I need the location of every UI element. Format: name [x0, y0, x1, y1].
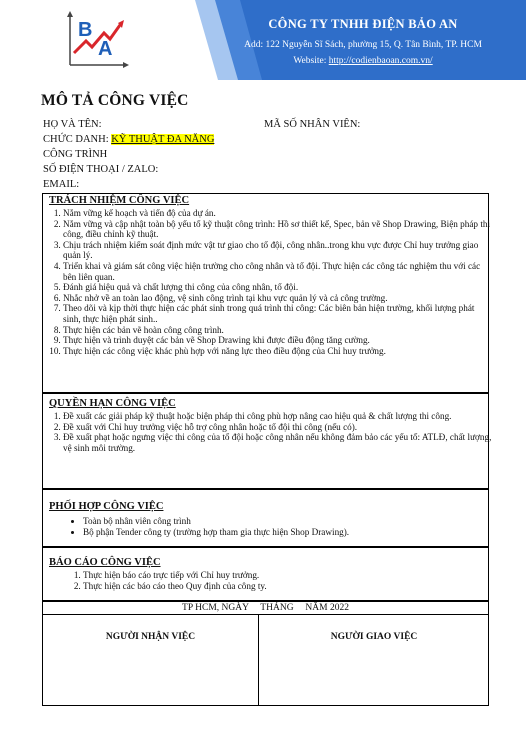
list-item: • Toàn bộ nhân viên công trình — [83, 516, 503, 527]
reporting-list — [51, 570, 503, 591]
list-item: 2. Thực hiện các báo cáo theo Quy định của công ty. — [83, 581, 503, 592]
coordination-title: PHỐI HỢP CÔNG VIỆC — [49, 501, 164, 512]
website-label: Website: — [293, 56, 329, 66]
website-link[interactable]: http://codienbaoan.com.vn/ — [328, 56, 433, 66]
list-item: 2. Nắm vững và cập nhật toàn bộ yếu tố kỹ thuật công trình: Hồ sơ thiết kế, Spec, bản vẽ Shop Drawing, Biện pháp thi công, điều chỉnh kỹ thuật. — [63, 219, 493, 240]
list-item: 8. Thực hiện các bản vẽ hoàn công công trình. — [63, 325, 493, 336]
svg-text:A: A — [98, 38, 113, 60]
list-item: 10. Thực hiện các công việc khác phù hợp với năng lực theo điều động của Chỉ huy trưởng. — [63, 346, 493, 357]
list-item: 1. Nắm vững kế hoạch và tiến độ của dự án. — [63, 208, 493, 219]
company-logo — [66, 11, 130, 69]
company-name: CÔNG TY TNHH ĐIỆN BẢO AN — [268, 17, 458, 31]
list-item: 9. Thực hiện và trình duyệt các bản vẽ Shop Drawing khi được điều động tăng cường. — [63, 335, 493, 346]
position-field — [43, 133, 214, 146]
reporting-title: BÁO CÁO CÔNG VIỆC — [49, 557, 161, 568]
company-address: Add: 122 Nguyễn Sĩ Sách, phường 15, Q. Tân Bình, TP. HCM — [244, 40, 482, 50]
reporting-section — [42, 547, 489, 601]
position-label: CHỨC DANH: — [43, 134, 112, 145]
page-title: MÔ TẢ CÔNG VIỆC — [41, 92, 189, 109]
list-item: 6. Nhắc nhở về an toàn lao động, vệ sinh công trình tại khu vực quản lý và cả công trường. — [63, 293, 493, 304]
list-item: 1. Thực hiện báo cáo trực tiếp với Chỉ huy trưởng. — [83, 570, 503, 581]
list-item: 2. Đề xuất với Chỉ huy trưởng việc hỗ trợ công nhân hoặc tổ đội thi công (nếu có). — [63, 422, 495, 433]
email-label: EMAIL: — [43, 179, 80, 190]
company-website — [200, 56, 526, 66]
position-value: KỸ THUẬT ĐA NĂNG — [111, 134, 215, 145]
authority-list — [35, 411, 495, 453]
date-row — [42, 601, 489, 615]
authority-section — [42, 393, 492, 489]
svg-text:B: B — [78, 19, 93, 41]
signature-table — [42, 614, 489, 706]
list-item: 5. Đánh giá hiệu quả và chất lượng thi công của công nhân, tổ đội. — [63, 282, 493, 293]
date-line: TP HCM, NGÀY THÁNG NĂM 2022 — [182, 603, 349, 613]
responsibilities-title: TRÁCH NHIỆM CÔNG VIỆC — [49, 195, 190, 206]
list-item: 3. Đề xuất phạt hoặc ngưng việc thi công của tổ đội hoặc công nhân nếu không đảm bảo các yếu tố: ATLĐ, chất lượng, vệ sinh môi trường. — [63, 432, 495, 453]
responsibilities-section — [42, 193, 489, 393]
coordination-list — [51, 516, 503, 537]
list-item: • Bộ phận Tender công ty (trường hợp tham gia thực hiện Shop Drawing). — [83, 527, 503, 538]
assigner-signature-label: NGƯỜI GIAO VIỆC — [330, 632, 418, 642]
responsibilities-list — [35, 208, 493, 356]
site-label: CÔNG TRÌNH — [43, 149, 108, 160]
list-item: 7. Theo dõi và kịp thời thực hiện các phát sinh trong quá trình thi công: Các biên bản hiện trường, khối lượng phát sinh, thực hiện phát sinh.. — [63, 303, 493, 324]
name-label: HỌ VÀ TÊN: — [43, 119, 102, 130]
authority-title: QUYỀN HẠN CÔNG VIỆC — [49, 398, 176, 409]
letterhead — [0, 0, 526, 80]
signature-divider — [258, 615, 259, 705]
receiver-signature-label: NGƯỜI NHẬN VIỆC — [105, 632, 196, 642]
list-item: 4. Triển khai và giám sát công việc hiện trường cho công nhân và tổ đội. Thực hiện các công tác nghiệm thu với các bên liên quan. — [63, 261, 493, 282]
coordination-section — [42, 489, 489, 547]
list-item: 1. Đề xuất các giải pháp kỹ thuật hoặc biện pháp thi công phù hợp nâng cao hiệu quả & chất lượng thi công. — [63, 411, 495, 422]
phone-label: SỐ ĐIỆN THOẠI / ZALO: — [43, 164, 159, 175]
employee-id-label: MÃ SỐ NHÂN VIÊN: — [264, 119, 361, 130]
list-item: 3. Chịu trách nhiệm kiểm soát định mức vật tư giao cho tổ đội, công nhân..trong khu vực được Chỉ huy trưởng giao quản lý. — [63, 240, 493, 261]
